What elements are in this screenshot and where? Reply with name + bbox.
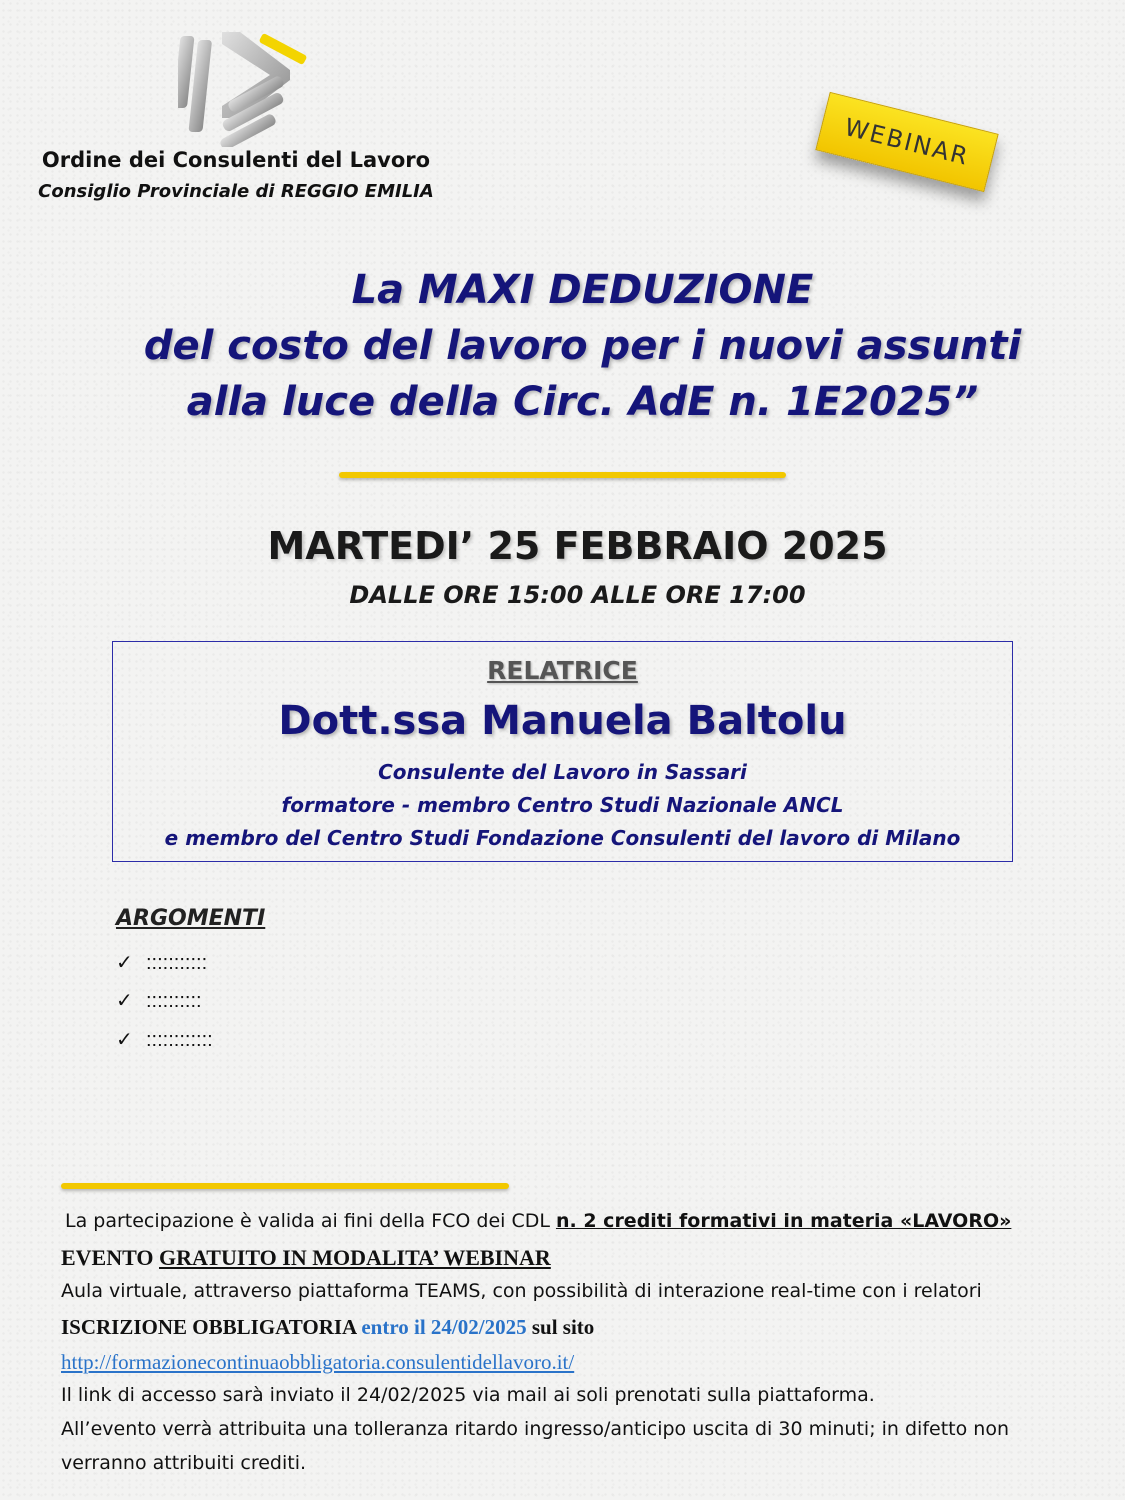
event-title: [0, 262, 1125, 430]
topic-text: :::::::::::: [146, 952, 208, 974]
registration-deadline: entro il 24/02/2025: [361, 1315, 527, 1339]
title-line-2: del costo del lavoro per i nuovi assunti: [143, 323, 1022, 369]
org-name: Ordine dei Consulenti del Lavoro: [41, 148, 431, 172]
tolerance-info-line-1: All’evento verrà attribuita una tolleranza ritardo ingresso/anticipo uscita di 30 minuti; in difetto non: [61, 1418, 1009, 1440]
title-line-1: La MAXI DEDUZIONE: [351, 267, 814, 313]
registration-suffix: sul sito: [526, 1315, 595, 1339]
divider-top: [339, 472, 786, 478]
org-subtitle: Consiglio Provinciale di REGGIO EMILIA: [38, 181, 434, 202]
credits-info: [65, 1210, 1011, 1232]
speaker-desc-1: Consulente del Lavoro in Sassari: [378, 760, 747, 784]
checkmark-icon: ✓: [116, 952, 133, 974]
registration-info: [61, 1315, 594, 1340]
topic-item: [116, 1027, 213, 1052]
webinar-badge: WEBINAR: [815, 92, 998, 192]
title-line-3: alla luce della Circ. AdE n. 1E2025”: [186, 379, 979, 425]
virtual-room-info: Aula virtuale, attraverso piattaforma TEAMS, con possibilità di interazione real-time con i relatori: [61, 1280, 982, 1302]
topic-item: [116, 950, 207, 975]
registration-link[interactable]: http://formazionecontinuaobbligatoria.consulentidellavoro.it/: [61, 1350, 575, 1374]
event-prefix: EVENTO: [61, 1245, 160, 1270]
checkmark-icon: ✓: [116, 1029, 133, 1051]
credits-amount: n. 2 crediti formativi in materia «LAVORO»: [555, 1210, 1012, 1232]
event-mode: [61, 1245, 551, 1271]
topics-title: ARGOMENTI: [116, 906, 266, 931]
cdl-logo-icon: [178, 22, 310, 147]
registration-prefix: ISCRIZIONE OBBLIGATORIA: [61, 1315, 362, 1339]
topic-text: ::::::::::::: [146, 1029, 213, 1051]
speaker-name: Dott.ssa Manuela Baltolu: [278, 698, 847, 744]
event-time: DALLE ORE 15:00 ALLE ORE 17:00: [349, 581, 806, 609]
speaker-label: RELATRICE: [487, 656, 638, 685]
access-info: Il link di accesso sarà inviato il 24/02/2025 via mail ai soli prenotati sulla piattaforma.: [61, 1384, 875, 1406]
speaker-desc-2: formatore - membro Centro Studi Nazionale ANCL: [281, 793, 844, 817]
tolerance-info-line-2: verranno attribuiti crediti.: [61, 1452, 307, 1474]
event-date: MARTEDI’ 25 FEBBRAIO 2025: [267, 524, 888, 568]
speaker-desc-3: e membro del Centro Studi Fondazione Consulenti del lavoro di Milano: [164, 826, 961, 850]
topic-text: ::::::::::: [146, 990, 202, 1012]
event-mode-text: GRATUITO IN MODALITA’ WEBINAR: [159, 1245, 551, 1270]
credits-prefix: La partecipazione è valida ai fini della FCO dei CDL: [65, 1210, 556, 1232]
checkmark-icon: ✓: [116, 990, 133, 1012]
divider-bottom: [61, 1183, 509, 1189]
topic-item: [116, 988, 202, 1013]
